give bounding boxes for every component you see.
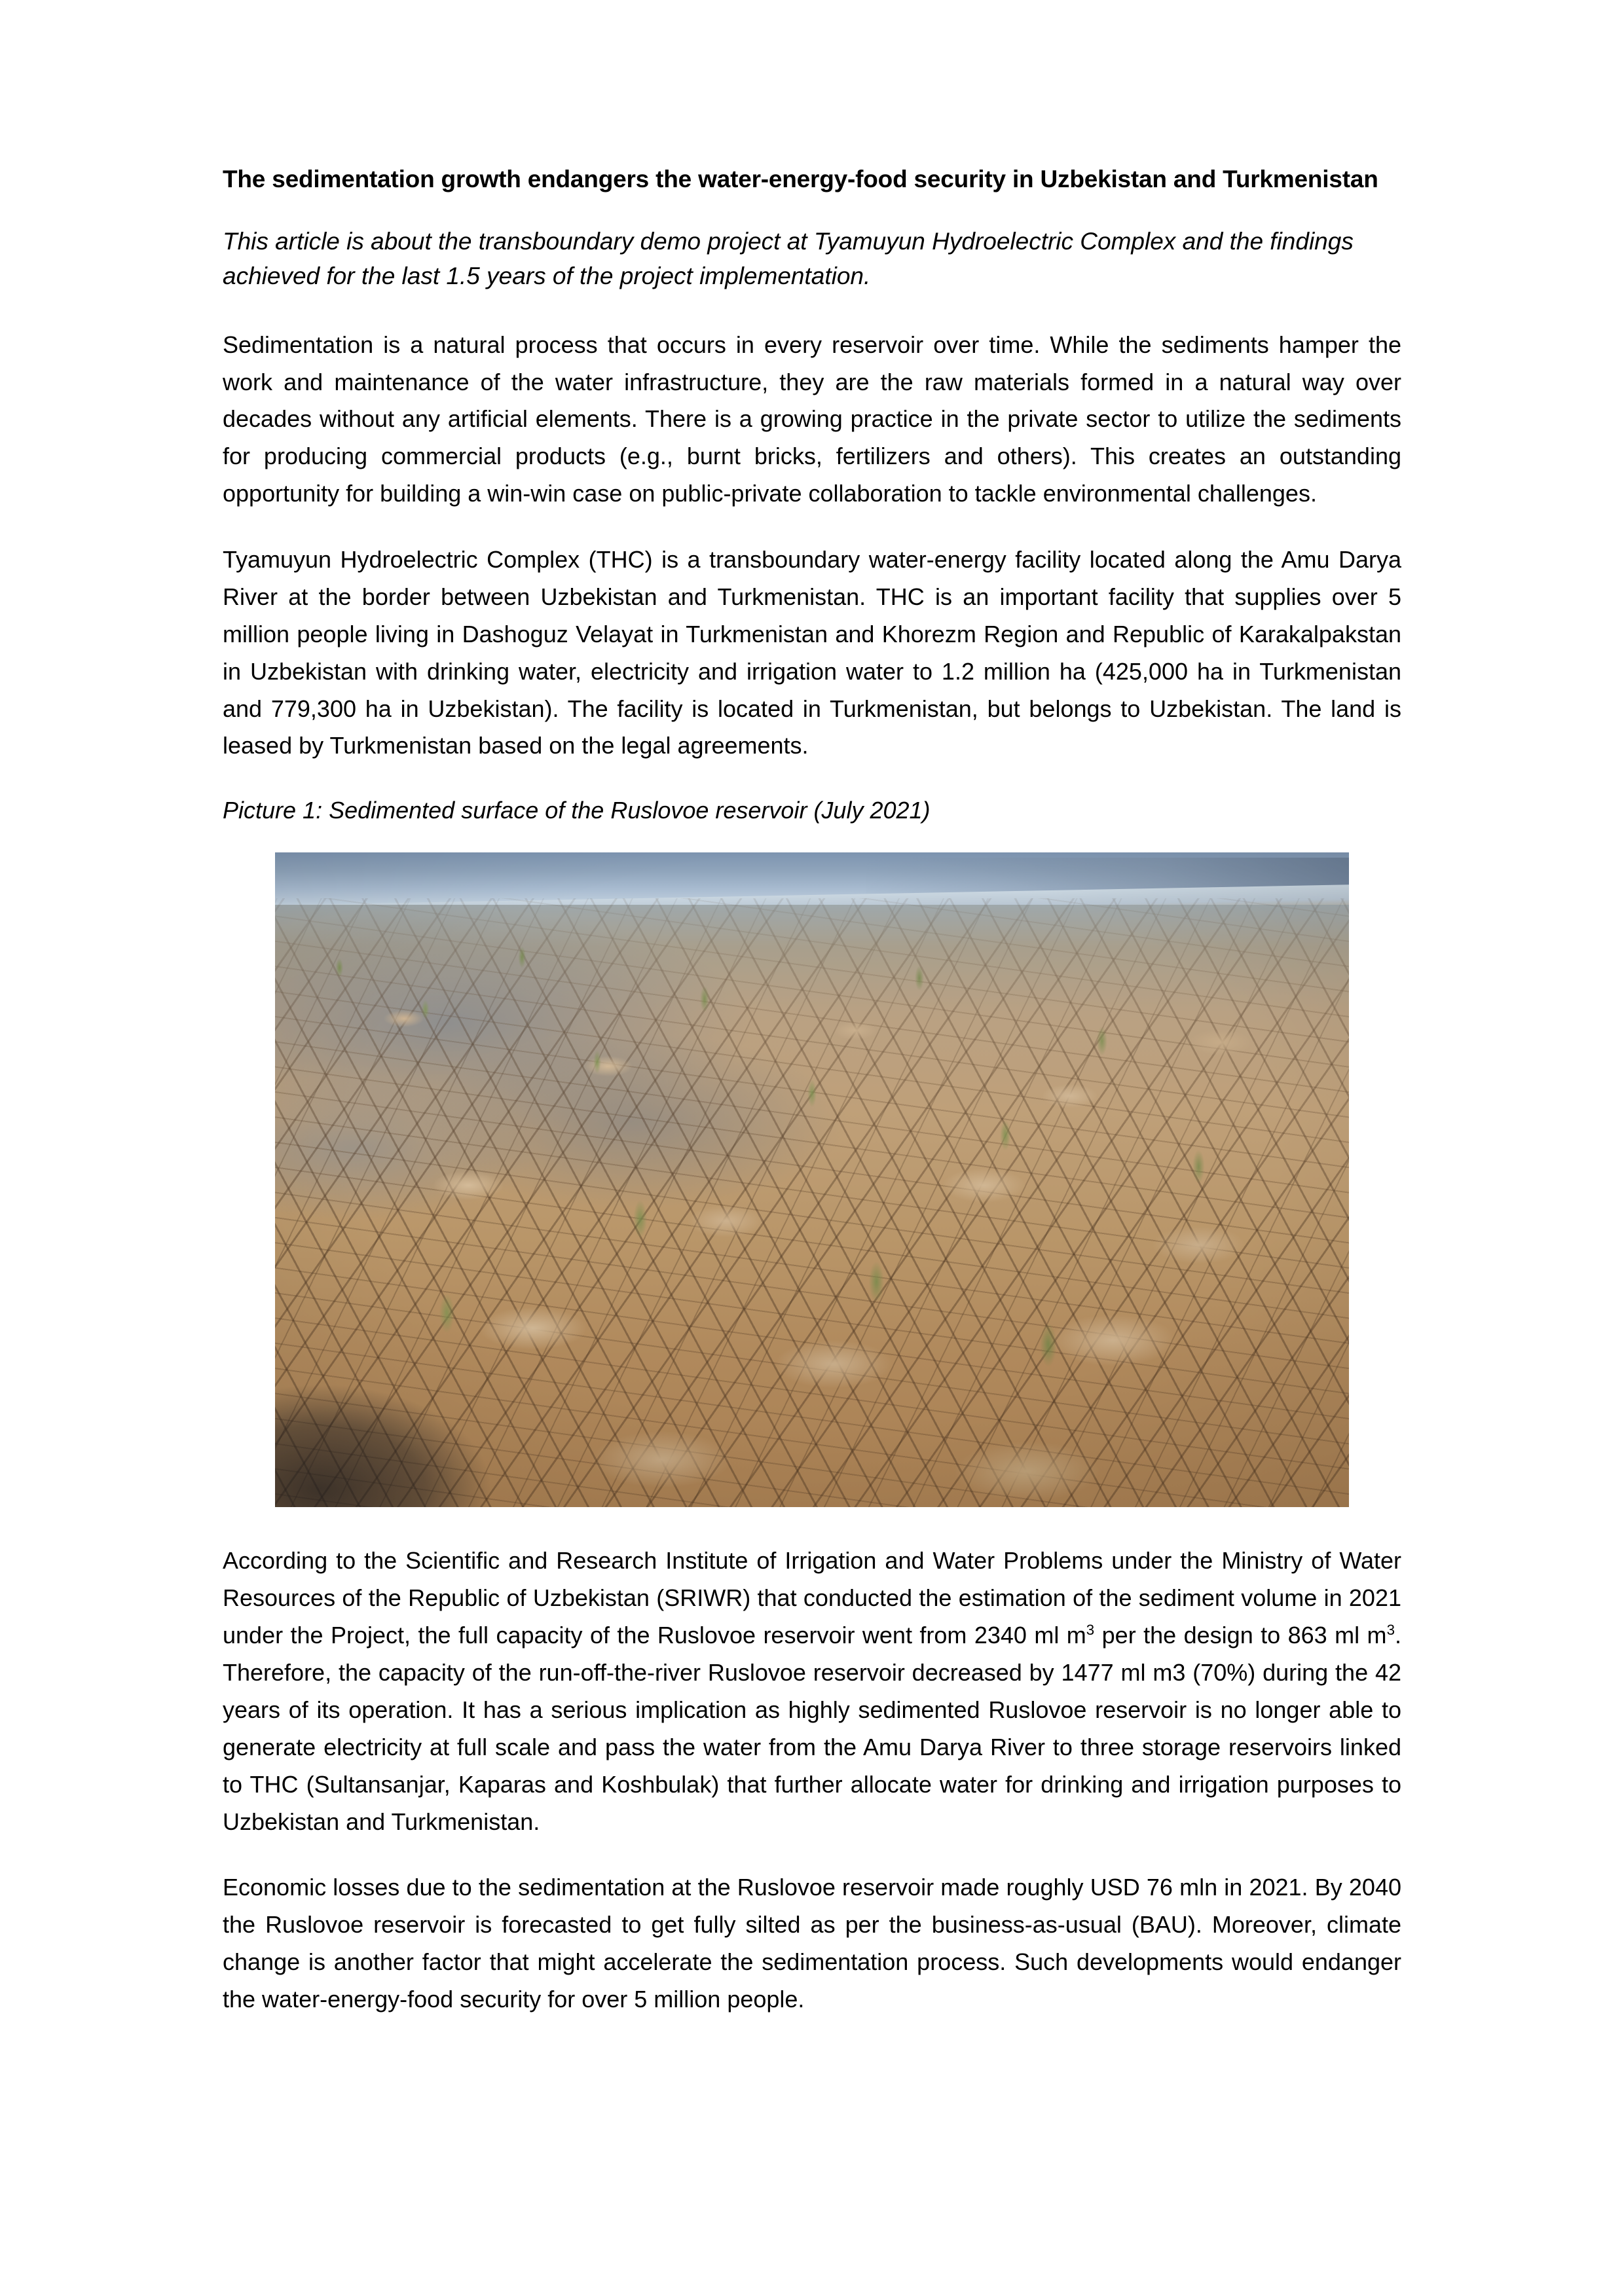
figure-1	[223, 852, 1401, 1507]
paragraph-3-part-3: . Therefore, the capacity of the run-off-the-river Ruslovoe reservoir decreased by 1477 ml m3 (70%) during the 42 years of its operation. It has a serious implication as highly sedimented Ruslovoe reservoir is no longer able to generate electricity at full scale and pass the water from the Amu Darya River to three storage reservoirs linked to THC (Sultansanjar, Kaparas and Koshbulak) that further allocate water for drinking and irrigation purposes to Uzbekistan and Turkmenistan.	[223, 1622, 1401, 1835]
body-paragraph-3	[223, 1542, 1401, 1840]
photo-vignette	[275, 852, 1349, 1507]
body-paragraph-1: Sedimentation is a natural process that occurs in every reservoir over time. While the sediments hamper the work and maintenance of the water infrastructure, they are the raw materials formed in a natural way over decades without any artificial elements. There is a growing practice in the private sector to utilize the sediments for producing commercial products (e.g., burnt bricks, fertilizers and others). This creates an outstanding opportunity for building a win-win case on public-private collaboration to tackle environmental challenges.	[223, 331, 1401, 507]
lead-paragraph: This article is about the transboundary demo project at Tyamuyun Hydroelectric Complex and the findings achieved for the last 1.5 years of the project implementation.	[223, 228, 1354, 290]
paragraph-3-superscript-1: 3	[1086, 1622, 1095, 1639]
figure-caption: Picture 1: Sedimented surface of the Ruslovoe reservoir (July 2021)	[223, 797, 931, 824]
paragraph-3-part-2: per the design to 863 ml m	[1094, 1622, 1387, 1649]
paragraph-3-part-1: According to the Scientific and Research Institute of Irrigation and Water Problems under the Ministry of Water Resources of the Republic of Uzbekistan (SRIWR) that conducted the estimation of the sediment volume in 2021 under the Project, the full capacity of the Ruslovoe reservoir went from 2340 ml m	[223, 1547, 1401, 1649]
paragraph-3-superscript-2: 3	[1386, 1622, 1395, 1639]
body-paragraph-4: Economic losses due to the sedimentation at the Ruslovoe reservoir made roughly USD 76 mln in 2021. By 2040 the Ruslovoe reservoir is forecasted to get fully silted as per the business-as-usual (BAU). Moreover, climate change is another factor that might accelerate the sedimentation process. Such developments would endanger the water-energy-food security for over 5 million people.	[223, 1874, 1401, 2013]
reservoir-photo	[275, 852, 1349, 1507]
body-paragraph-2: Tyamuyun Hydroelectric Complex (THC) is a transboundary water-energy facility located along the Amu Darya River at the border between Uzbekistan and Turkmenistan. THC is an important facility that supplies over 5 million people living in Dashoguz Velayat in Turkmenistan and Khorezm Region and Republic of Karakalpakstan in Uzbekistan with drinking water, electricity and irrigation water to 1.2 million ha (425,000 ha in Turkmenistan and 779,300 ha in Uzbekistan). The facility is located in Turkmenistan, but belongs to Uzbekistan. The land is leased by Turkmenistan based on the legal agreements.	[223, 546, 1401, 759]
page-title: The sedimentation growth endangers the water-energy-food security in Uzbekistan and Turkmenistan	[223, 166, 1378, 192]
